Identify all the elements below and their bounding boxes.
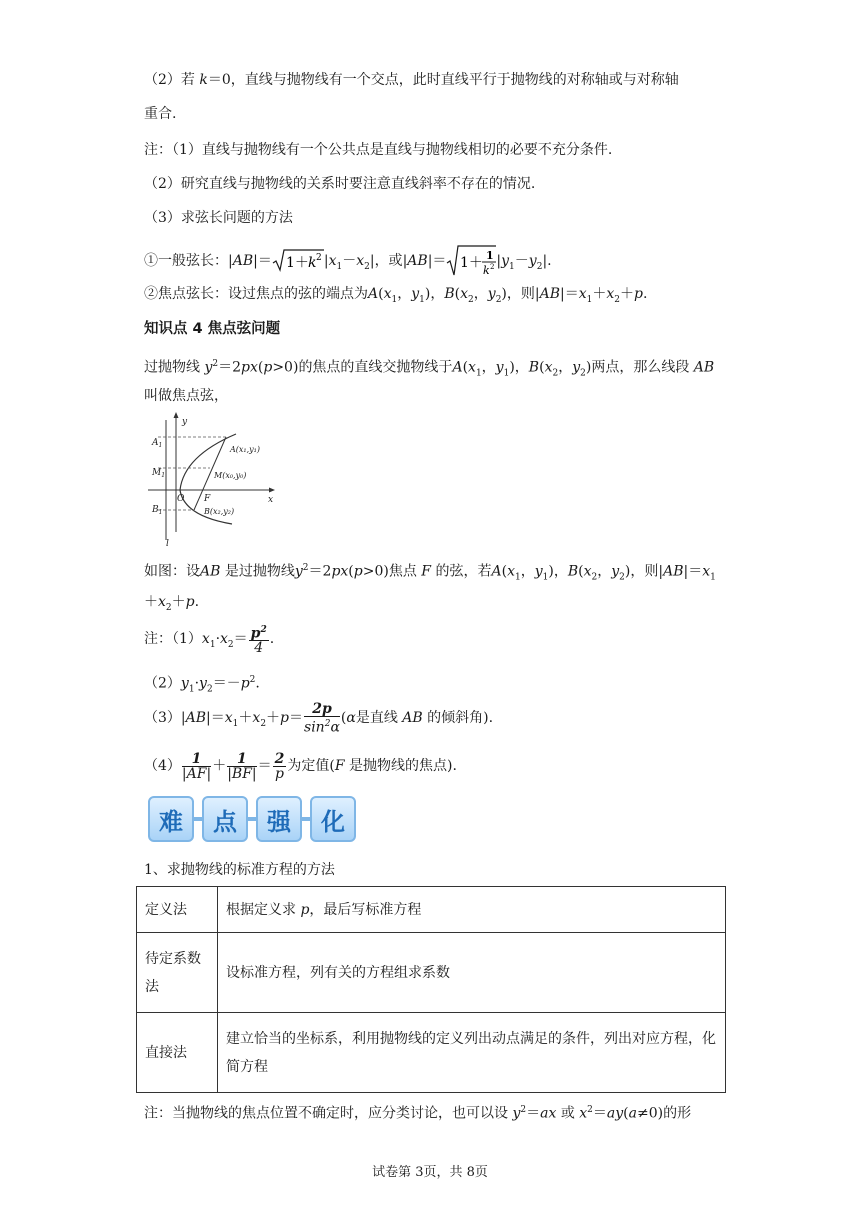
text-fragment: ，则 [506,286,535,302]
text-fragment: ，则 [630,563,659,580]
focal-chord-intro-2 [144,386,228,406]
text-fragment: 两点，那么线段 [591,359,690,376]
text-fragment: 注：当抛物线的焦点位置不确定时，应分类讨论，也可以设 [144,1105,508,1122]
note-3 [144,208,293,228]
text-fragment: （2）若 [144,72,200,88]
method-name: 直接法 [137,1013,218,1093]
note-1 [144,140,612,160]
label-l: l [166,539,169,548]
text-fragment: 注：（1）直线与抛物线有一个公共点是直线与抛物线相切的必要不充分条件. [144,142,613,158]
label-x: x [268,495,274,505]
text-fragment: （2）研究直线与抛物线的关系时要注意直线斜率不存在的情况. [144,176,536,192]
text-fragment: 如图：设 [144,563,200,580]
note-2 [144,174,535,194]
badge-connector [302,817,310,821]
text-fragment: 的倾斜角). [427,710,494,726]
text-fragment: 是过抛物线 [224,563,295,580]
method-name: 定义法 [137,887,218,933]
parabola-focal-chord-figure [144,412,284,548]
svg-text:k: k [483,264,491,277]
label-F: F [204,494,211,504]
text-fragment: 的焦点的直线交抛物线于 [298,359,453,376]
table-row [137,887,726,933]
focal-chord-intro: 过抛物线 $y^2=2px(p>0)$的焦点的直线交抛物线于$A(x_1$，$y_1$)，$B(x_2$，$y_2$)两点，那么线段 AB [144,359,715,379]
text-fragment: 焦点 [388,563,417,580]
text-fragment: 为定值( [287,758,335,774]
sqrt-expression [272,246,324,276]
label-A1: $A_1$ [152,438,163,449]
text-fragment: 注：（1） [144,631,202,647]
focal-note-4: （4） $\frac{1}{|AF|}$ ＋ $\frac{1}{|BF|}$ ＝ $\frac{2}{p}$ 为定值(F 是抛物线的焦点). [144,750,457,782]
badge-connector [194,817,202,821]
svg-text:1＋: 1＋ [285,255,309,271]
label-B: B(x₂,y₂) [204,507,235,516]
text-fragment: 重合. [144,106,177,122]
text-fragment: 叫做焦点弦， [144,388,228,404]
text-fragment: 过抛物线 [144,359,205,376]
focal-chord-length: ②焦点弦长：设过焦点的弦的端点为$A(x_1$，$y_1$)，$B(x_2$，$y_2$)，则$|AB|=x_1+x_2+p$. [144,286,648,305]
methods-title: 1、求抛物线的标准方程的方法 [144,862,335,878]
svg-text:1＋: 1＋ [460,255,484,271]
section-heading: 知识点 4 焦点弦问题 [144,321,281,337]
as-figure-line: 如图：设AB 是过抛物线$y^2=2px(p>0)$焦点 F 的弦，若$A(x_1$，$y_1$)，$B(x_2$，$y_2$)，则$|AB|=x_1$ [144,563,716,583]
general-chord-length: ①一般弦长：|AB|＝ 1＋ k 2 $|x_1-x_2|$，或|AB|＝ 1＋ 1 k 2 $|y_1-y_2|$. [144,244,552,282]
badge-char: 化 [310,796,356,842]
focal-note-1: 注：$(1)x_1\cdot x_2=$ $\frac{p^2}{4}$ . [144,624,275,657]
badge-char: 强 [256,796,302,842]
as-figure-line-2: $+x_2+p$. [144,594,200,613]
label-O: O [177,494,185,504]
focal-note-2: $(2)y_1\cdot y_2=-p^2$. [144,675,260,695]
text-fragment: （4） [144,758,181,774]
text-fragment: （3） [144,710,181,726]
label-M1: $M_1$ [152,468,166,479]
badge-connector [248,817,256,821]
text-fragment: 是直线 [355,710,398,726]
badge-char: 点 [202,796,248,842]
text-fragment: 是抛物线的焦点). [349,758,457,774]
text-fragment: 的弦，若 [435,563,492,580]
text-fragment: ②焦点弦长：设过焦点的弦的端点为 [144,286,368,302]
method-name: 待定系数法 [137,933,218,1013]
text-fragment: ，最后写标准方程 [309,901,422,918]
svg-text:k: k [307,255,317,271]
text-fragment: ，直线与抛物线有一个交点，此时直线平行于抛物线的对称轴或与对称轴 [230,72,679,88]
page-footer: 试卷第 3页，共 8页 [372,1165,488,1180]
method-desc: 建立恰当的坐标系，利用抛物线的定义列出动点满足的条件，列出对应方程，化简方程 [218,1013,726,1093]
svg-text:2: 2 [315,253,322,263]
text-fragment: （3）求弦长问题的方法 [144,210,293,226]
case-k-zero-line: （2）若 k＝0，直线与抛物线有一个交点，此时直线平行于抛物线的对称轴或与对称轴 [144,72,679,88]
svg-text:2: 2 [490,263,495,271]
text-fragment: 的形 [663,1105,692,1122]
methods-note: 注：当抛物线的焦点位置不确定时，应分类讨论，也可以设 $y^2=ax$ 或 $x^2=ay(a\ne 0)$的形 [144,1105,692,1122]
label-A: A(x₁,y₁) [230,445,261,454]
text-fragment: ，或 [374,253,403,269]
method-desc: 设标准方程，列有关的方程组求系数 [218,933,726,1013]
text-fragment: （2） [144,675,181,692]
table-row [137,933,726,1013]
svg-text:1: 1 [486,249,495,262]
methods-table [136,886,726,1093]
text-fragment: 根据定义求 [226,901,296,918]
badge-char: 难 [148,796,194,842]
text-fragment: ①一般弦长： [144,253,228,269]
case-k-zero-line-2 [144,104,176,124]
sqrt-expression-2 [446,244,496,278]
focal-note-3: $(3)|AB|=x_1+x_2+p=$ $\frac{2p}{\sin^2\alpha}$ (α是直线 AB 的倾斜角). [144,700,494,736]
table-row [137,1013,726,1093]
method-desc: 根据定义求 p，最后写标准方程 [218,887,726,933]
text-fragment: 或 [560,1105,575,1122]
label-y: y [182,417,188,427]
label-M: M(x₀,y₀) [214,471,247,480]
label-B1: $B_1$ [152,505,163,516]
